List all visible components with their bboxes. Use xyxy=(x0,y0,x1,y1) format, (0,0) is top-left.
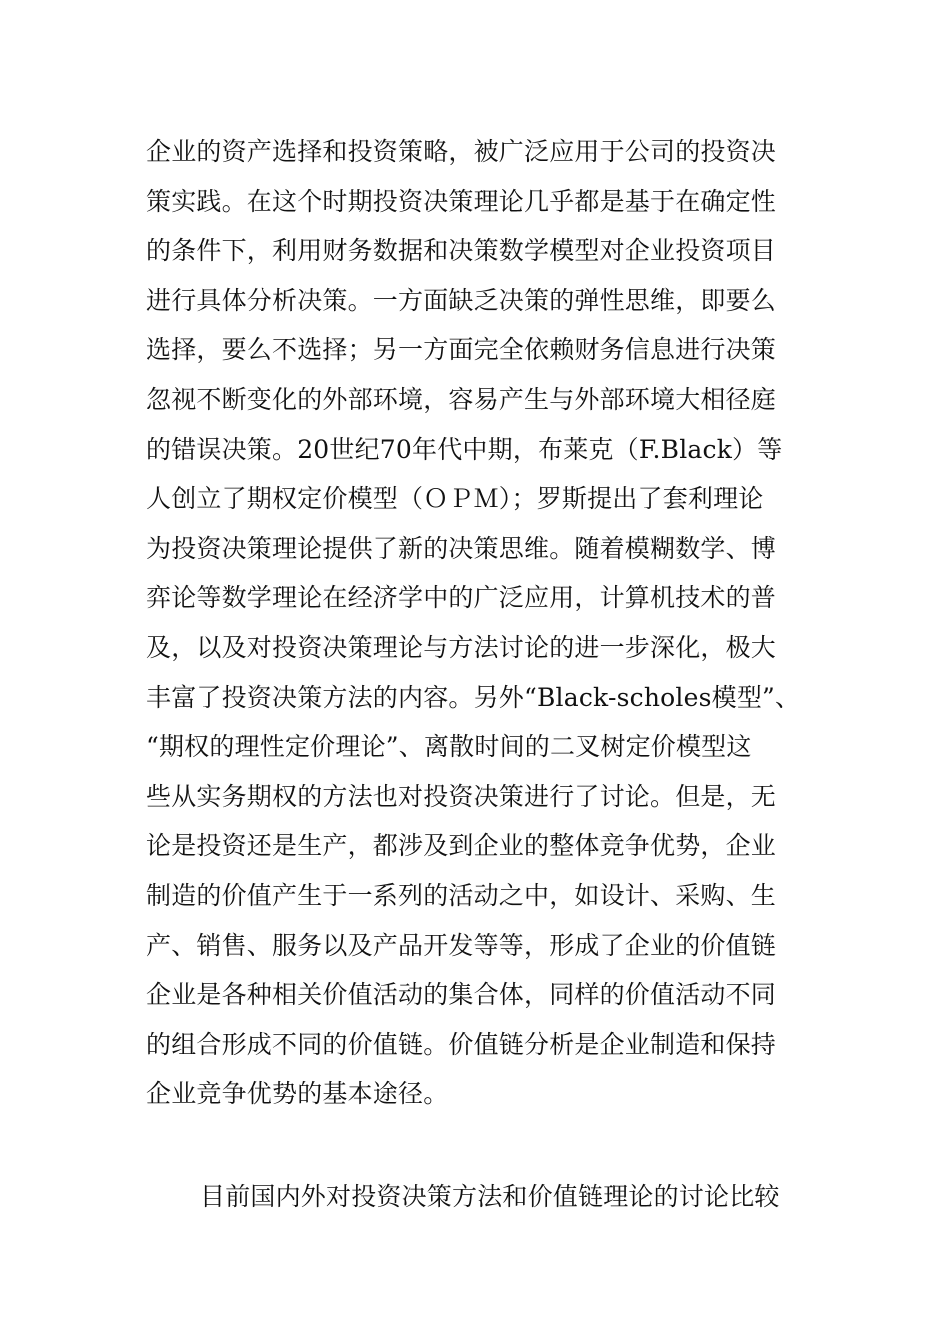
text-line: 产、销售、服务以及产品开发等等，形成了企业的价值链 xyxy=(146,930,777,960)
text-line: 企业竞争优势的基本途径。 xyxy=(146,1079,449,1109)
text-line: 选择，要么不选择；另一方面完全依赖财务信息进行决策 xyxy=(146,335,777,365)
text-line: 为投资决策理论提供了新的决策思维。随着模糊数学、博 xyxy=(146,533,777,563)
body-paragraph-2 xyxy=(146,1172,846,1222)
body-paragraph-1 xyxy=(146,127,846,1119)
text-line: 丰富了投资决策方法的内容。另外“Black-scholes模型”、 xyxy=(146,682,801,712)
text-line: 弈论等数学理论在经济学中的广泛应用，计算机技术的普 xyxy=(146,583,777,613)
text-line: 企业的资产选择和投资策略，被广泛应用于公司的投资决 xyxy=(146,137,777,166)
text-line: 目前国内外对投资决策方法和价值链理论的讨论比较 xyxy=(200,1182,780,1211)
text-line: 的错误决策。20世纪70年代中期，布莱克（F.Black）等 xyxy=(146,434,783,464)
text-line: 策实践。在这个时期投资决策理论几乎都是基于在确定性 xyxy=(146,186,777,216)
text-line: 及，以及对投资决策理论与方法讨论的进一步深化，极大 xyxy=(146,632,777,662)
text-line: 论是投资还是生产，都涉及到企业的整体竞争优势，企业 xyxy=(146,831,777,861)
text-line: “期权的理性定价理论”、离散时间的二叉树定价模型这 xyxy=(146,732,752,762)
text-line: 的组合形成不同的价值链。价值链分析是企业制造和保持 xyxy=(146,1029,777,1059)
text-line: 人创立了期权定价模型（ＯＰＭ）；罗斯提出了套利理论 xyxy=(146,484,764,514)
text-line: 些从实务期权的方法也对投资决策进行了讨论。但是，无 xyxy=(146,781,777,811)
text-line: 企业是各种相关价值活动的集合体，同样的价值活动不同 xyxy=(146,980,777,1010)
text-line: 进行具体分析决策。一方面缺乏决策的弹性思维，即要么 xyxy=(146,285,777,315)
text-line: 的条件下，利用财务数据和决策数学模型对企业投资项目 xyxy=(146,236,777,266)
text-line: 制造的价值产生于一系列的活动之中，如设计、采购、生 xyxy=(146,880,777,910)
text-line: 忽视不断变化的外部环境，容易产生与外部环境大相径庭 xyxy=(146,384,777,414)
